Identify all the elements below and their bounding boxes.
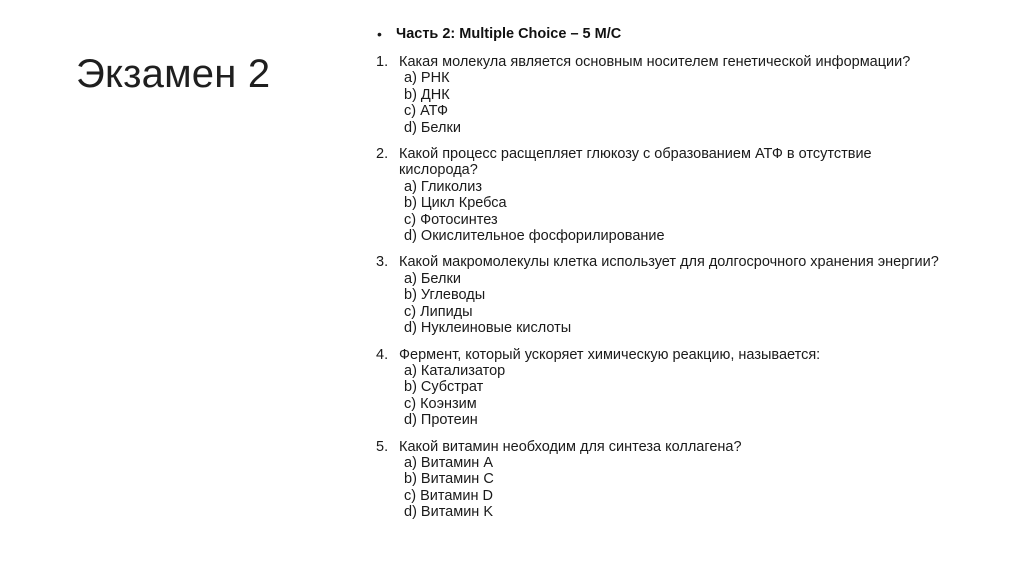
question-head [372,439,950,521]
question-head [372,254,950,336]
question-number: 5. [376,438,389,455]
question-item [372,146,950,244]
option-c: c) Липиды [404,303,473,320]
question-item [372,54,950,136]
option-b: b) Субстрат [404,379,484,396]
question-number: 2. [376,146,389,163]
option-b: b) Углеводы [404,287,486,304]
question-text: Какой витамин необходим для синтеза коллагена? [399,438,742,455]
question-item [372,439,950,521]
bullet-icon: • [377,26,382,42]
title-area [76,52,346,97]
option-c: c) АТФ [404,103,449,120]
option-list [399,271,950,337]
question-text: Фермент, который ускоряет химическую реакцию, называется: [399,346,821,363]
option-b: b) ДНК [404,86,450,103]
option-a: a) РНК [404,70,450,87]
question-body [399,439,950,521]
question-text: Какой макромолекулы клетка использует для долгосрочного хранения энергии? [399,254,939,271]
page-title: Экзамен 2 [76,52,271,96]
section-header-row [372,26,950,43]
option-c: c) Витамин D [404,487,493,504]
option-b: b) Витамин C [404,471,494,488]
option-d: d) Окислительное фосфорилирование [404,228,665,245]
question-text: Какой процесс расщепляет глюкозу с образованием АТФ в отсутствие кислорода? [399,146,872,179]
question-text: Какая молекула является основным носителем генетической информации? [399,54,911,70]
option-list [399,70,950,136]
question-number: 1. [376,54,389,70]
option-a: a) Витамин A [404,454,494,471]
question-body [399,347,950,429]
question-item [372,254,950,336]
option-d: d) Протеин [404,412,478,429]
question-number: 4. [376,346,389,363]
option-list [399,363,950,429]
question-item [372,347,950,429]
section-header-label: Часть 2: Multiple Choice – 5 M/C [396,26,622,42]
option-d: d) Белки [404,119,461,136]
question-body [399,54,950,136]
question-head [372,146,950,244]
option-a: a) Катализатор [404,362,506,379]
question-number: 3. [376,254,389,271]
question-head [372,54,950,136]
question-head [372,347,950,429]
option-c: c) Фотосинтез [404,211,498,228]
option-c: c) Коэнзим [404,395,477,412]
option-d: d) Витамин K [404,504,494,521]
option-a: a) Белки [404,270,461,287]
content-area [372,26,950,521]
question-body [399,146,950,244]
option-d: d) Нуклеиновые кислоты [404,320,572,337]
option-list [399,455,950,521]
option-list [399,179,950,245]
question-body [399,254,950,336]
option-b: b) Цикл Кребса [404,195,507,212]
option-a: a) Гликолиз [404,178,482,195]
